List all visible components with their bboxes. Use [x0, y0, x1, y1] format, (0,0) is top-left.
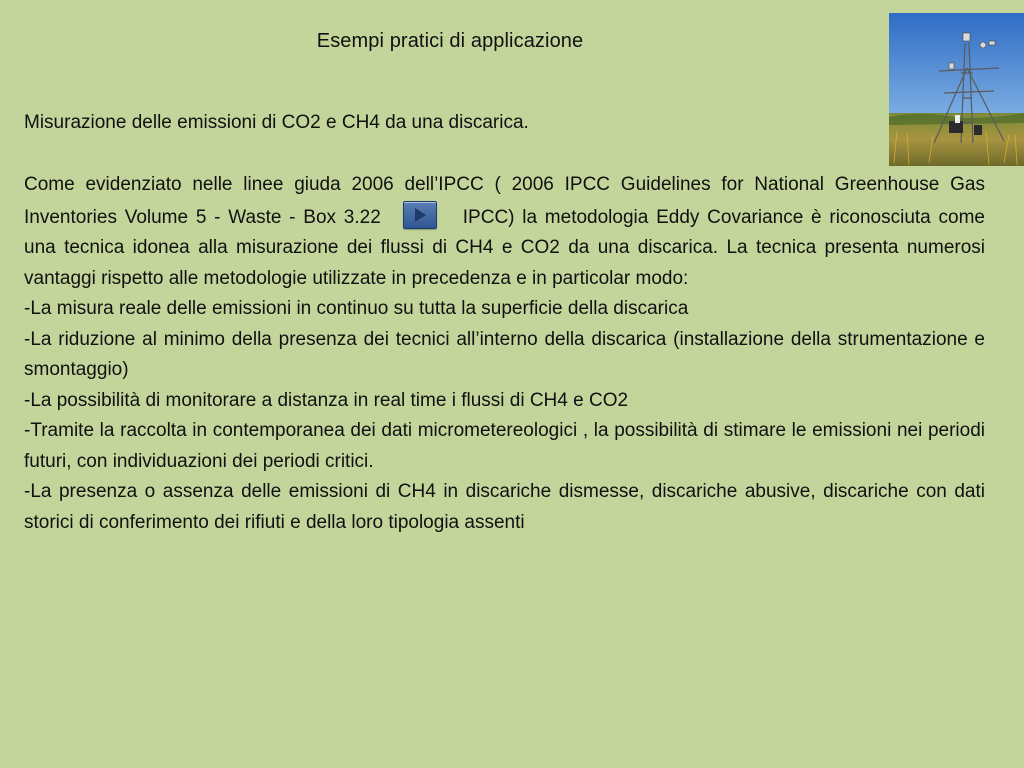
intro-paragraph: [24, 170, 985, 294]
intro-text-part2: IPCC) la metodologia Eddy Covariance è riconosciuta come una tecnica idonea alla misurazione dei flussi di CH4 e CO2 da una discarica. La tecnica presenta numerosi vantaggi rispetto alle metodologie utilizzate in precedenza e in particolar modo:: [24, 206, 985, 289]
play-icon[interactable]: [403, 201, 437, 229]
bullet-item: -La misura reale delle emissioni in continuo su tutta la superficie della discarica: [24, 298, 689, 319]
bullet-item: -Tramite la raccolta in contemporanea dei dati micrometereologici , la possibilità di stimare le emissioni nei periodi futuri, con individuazioni dei periodi critici.: [24, 420, 985, 472]
bullet-item: -La possibilità di monitorare a distanza in real time i flussi di CH4 e CO2: [24, 389, 629, 411]
slide-body: [24, 170, 985, 538]
tower-photo-image: [889, 13, 1024, 166]
eddy-covariance-tower-photo: [889, 13, 1024, 166]
bullet-item: -La riduzione al minimo della presenza dei tecnici all’interno della discarica (installazione della strumentazione e smontaggio): [24, 328, 985, 380]
slide-title: Esempi pratici di applicazione: [316, 30, 584, 52]
slide-subtitle: Misurazione delle emissioni di CO2 e CH4 da una discarica.: [24, 112, 529, 133]
bullet-item: -La presenza o assenza delle emissioni di CH4 in discariche dismesse, discariche abusive, discariche con dati storici di conferimento dei rifiuti e della loro tipologia assenti: [24, 481, 985, 533]
intro-text-part1: Come evidenziato nelle linee giuda 2006 dell’IPCC ( 2006 IPCC Guidelines for National Greenhouse Gas Inventories Volume 5 - Waste - Box 3.22: [24, 174, 985, 228]
